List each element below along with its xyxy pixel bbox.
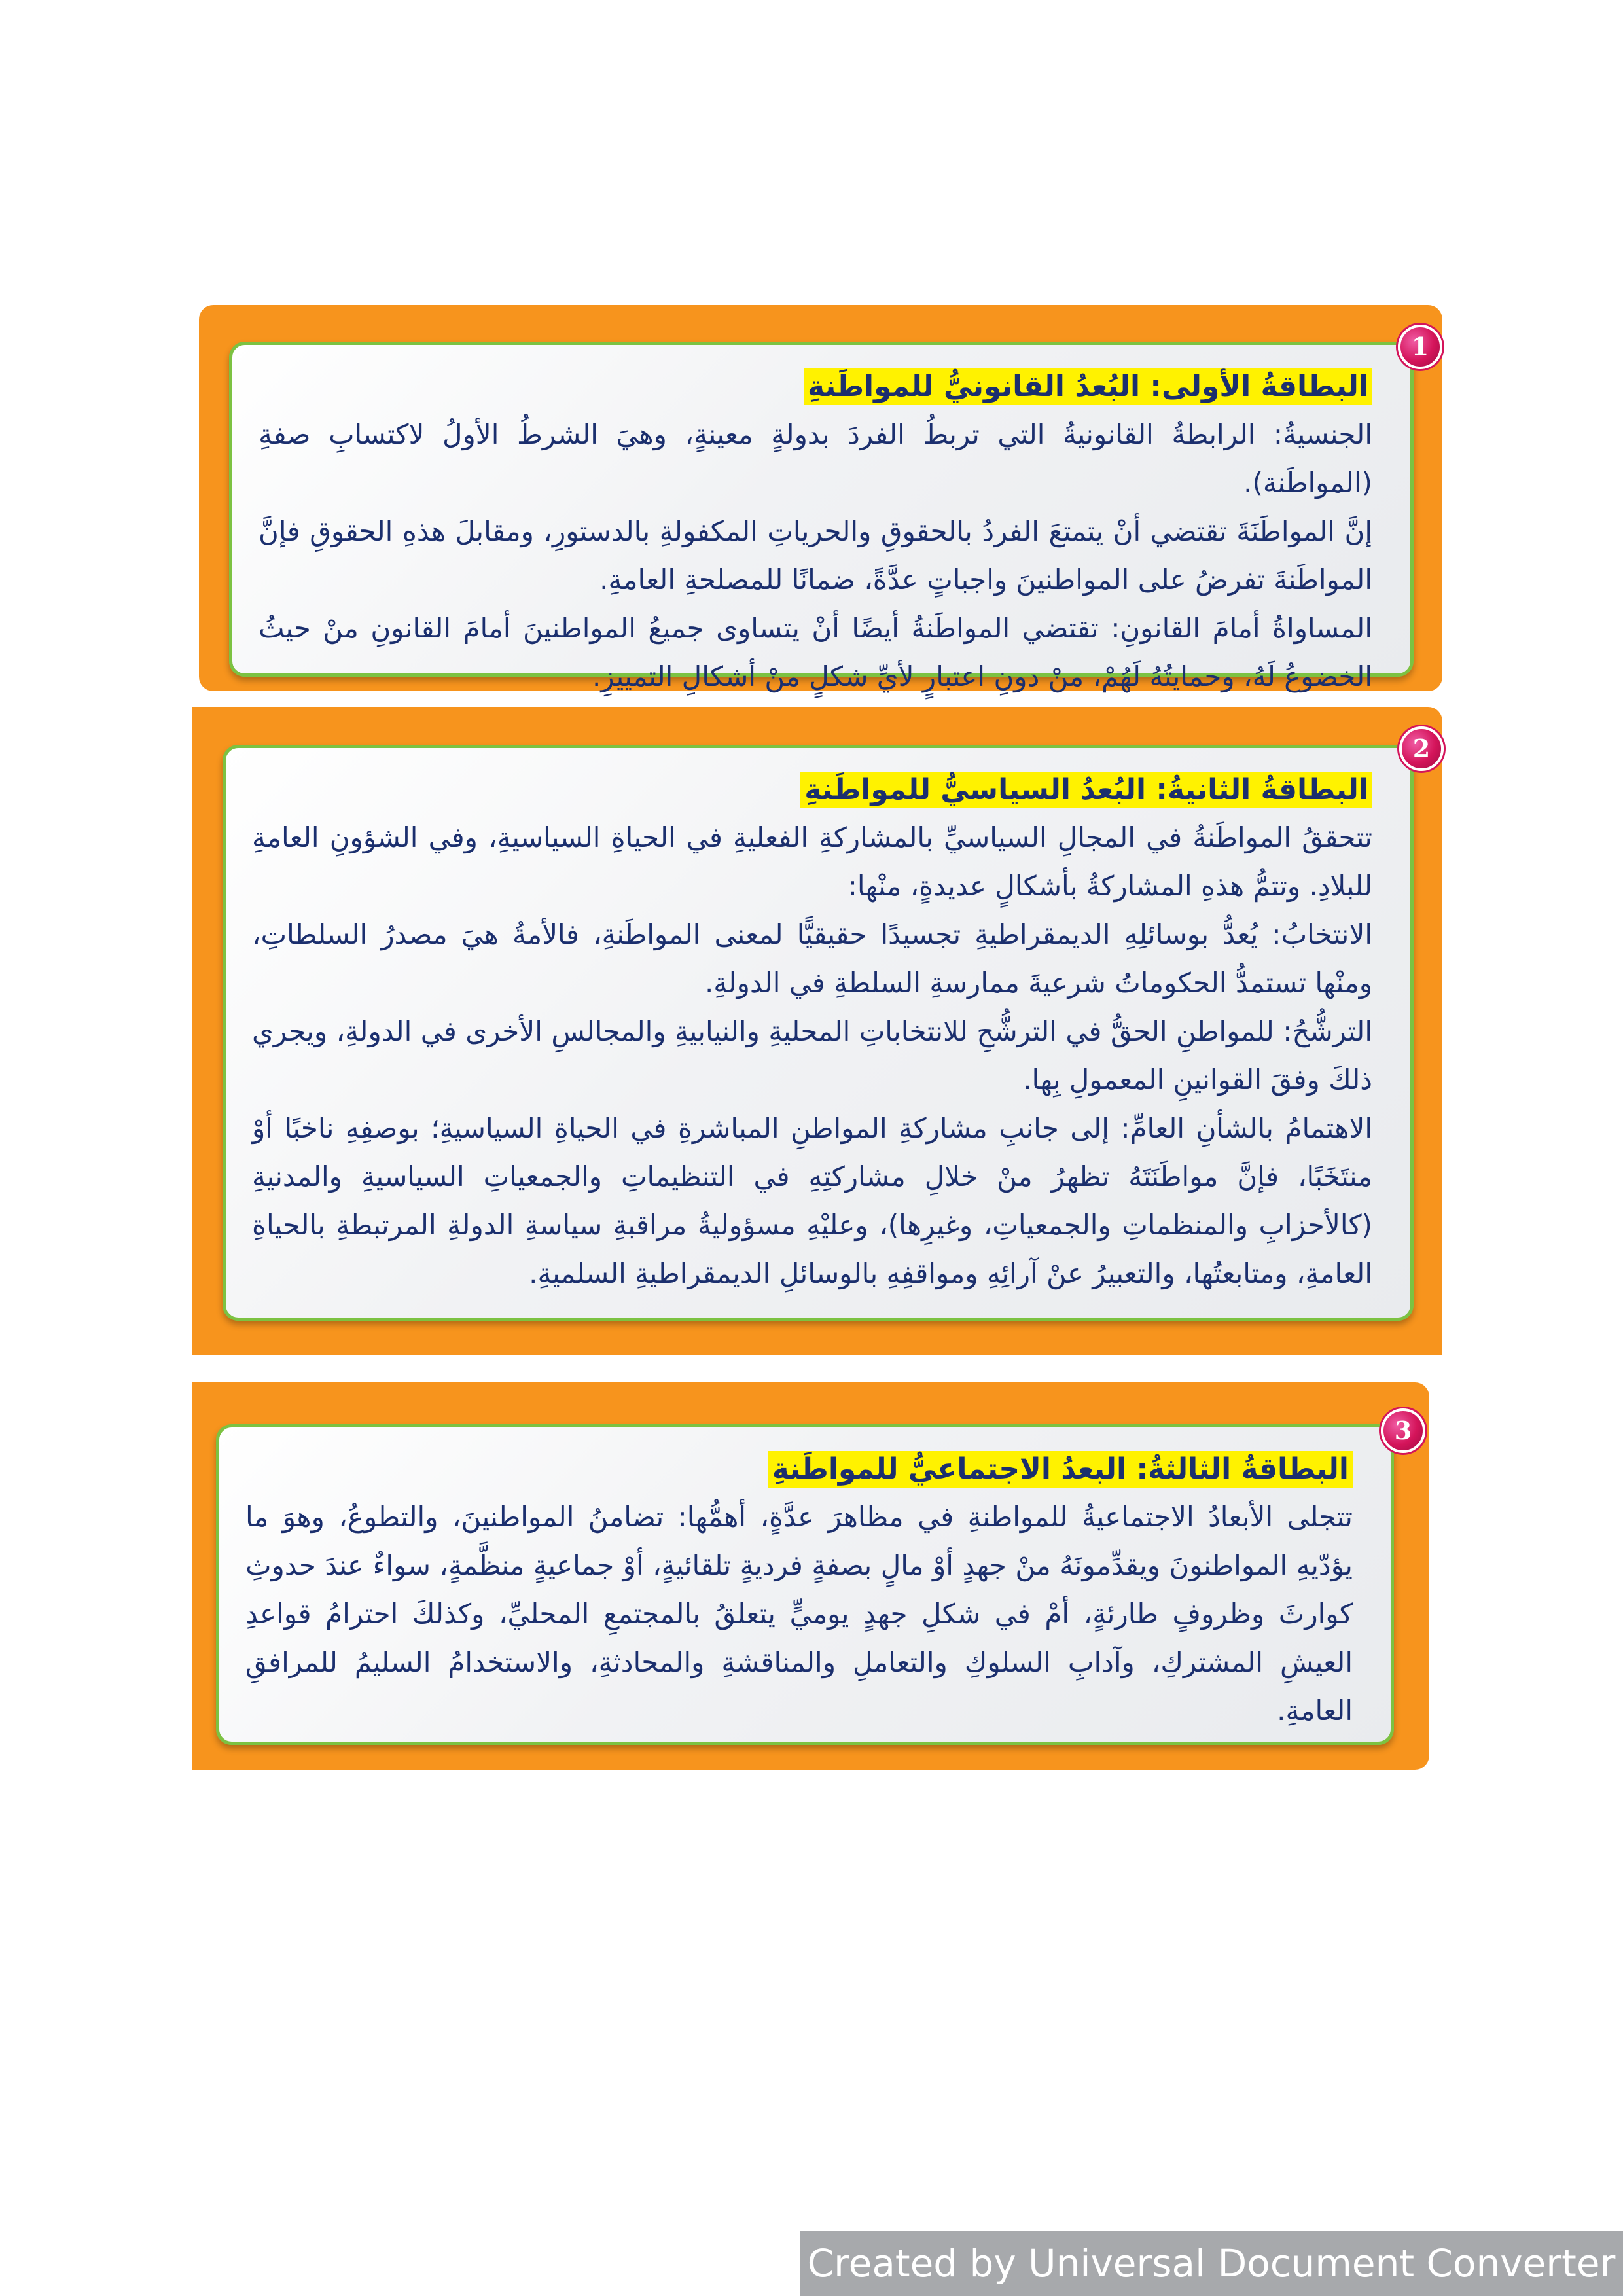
card-2-paragraph: تتحققُ المواطَنةُ في المجالِ السياسيِّ بالمشاركةِ الفعليةِ في الحياةِ السياسيةِ، وفي الشؤونِ العامةِ للبلادِ. وتتمُّ هذهِ المشاركةُ بأشكالٍ عديدةٍ، منْها: bbox=[252, 821, 1372, 902]
card-3 bbox=[216, 1424, 1394, 1745]
card-2-paragraph: الترشُّحُ: للمواطنِ الحقُّ في الترشُّحِ للانتخاباتِ المحليةِ والنيابيةِ والمجالسِ الأخرى في الدولةِ، ويجري ذلكَ وفقَ القوانينِ المعمولِ بِها. bbox=[252, 1015, 1372, 1096]
card-1 bbox=[229, 342, 1414, 692]
card-3-body bbox=[245, 1493, 1353, 1735]
card-2 bbox=[223, 745, 1414, 1321]
converter-watermark: Created by Universal Document Converter bbox=[800, 2231, 1623, 2296]
card-1-paragraph: المساواةُ أمامَ القانونِ: تقتضي المواطَنةُ أيضًا أنْ يتساوى جميعُ المواطنينَ أمامَ القانونِ منْ حيثُ الخضوعُ لَهُ، وحمايتُهُ لَهُمْ، منْ دونِ اعتبارٍ لأيِّ شكلٍ منْ أشكالِ التمييزِ. bbox=[259, 612, 1372, 692]
card-1-body bbox=[259, 410, 1372, 701]
card-2-paragraph: الانتخابُ: يُعدُّ بوسائلِهِ الديمقراطيةِ تجسيدًا حقيقيًّا لمعنى المواطَنةِ، فالأمةُ هيَ مصدرُ السلطاتِ، ومنْها تستمدُّ الحكوماتُ شرعيةَ ممارسةِ السلطةِ في الدولةِ. bbox=[252, 918, 1372, 999]
card-2-title: البطاقةُ الثانيةُ: البُعدُ السياسيُّ للمواطَنةِ bbox=[800, 772, 1372, 808]
card-2-number-badge: 2 bbox=[1399, 726, 1444, 771]
card-1-number-badge: 1 bbox=[1398, 325, 1442, 369]
card-1-paragraph: الجنسيةُ: الرابطةُ القانونيةُ التي تربطُ الفردَ بدولةٍ معينةٍ، وهيَ الشرطُ الأولُ لاكتسابِ صفةِ (المواطَنة). bbox=[259, 418, 1372, 499]
card-2-paragraph: الاهتمامُ بالشأنِ العامِّ: إلى جانبِ مشاركةِ المواطنِ المباشرةِ في الحياةِ السياسيةِ؛ بوصفِهِ ناخبًا أوْ منتَخَبًا، فإنَّ مواطَنَتَهُ تظهرُ منْ خلالِ مشاركتِهِ في التنظيماتِ والجمعياتِ السياسيةِ والمدنيةِ (كالأحزابِ والمنظماتِ والجمعياتِ، وغيرِها)، وعليْهِ مسؤوليةُ مراقبةِ سياسةِ الدولةِ المرتبطةِ بالحياةِ العامةِ، ومتابعتُها، والتعبيرُ عنْ آرائِهِ ومواقفِهِ بالوسائلِ الديمقراطيةِ السلميةِ. bbox=[252, 1112, 1372, 1289]
card-2-body bbox=[252, 814, 1372, 1298]
card-3-title: البطاقةُ الثالثةُ: البعدُ الاجتماعيُّ للمواطَنةِ bbox=[768, 1451, 1353, 1488]
card-1-title: البطاقةُ الأولى: البُعدُ القانونيُّ للمواطَنةِ bbox=[804, 368, 1372, 405]
card-3-paragraph: تتجلى الأبعادُ الاجتماعيةُ للمواطنةِ في مظاهرَ عدَّةٍ، أهمُّها: تضامنُ المواطنينَ، والتطوعُ، وهوَ ما يؤدّيهِ المواطنونَ ويقدِّمونَهُ منْ جهدٍ أوْ مالٍ بصفةٍ فرديةٍ تلقائيةٍ، أوْ جماعيةٍ منظَّمةٍ، سواءٌ عندَ حدوثِ كوارثَ وظروفٍ طارئةٍ، أمْ في شكلِ جهدٍ يوميٍّ يتعلقُ بالمجتمعِ المحليِّ، وكذلكَ احترامُ قواعدِ العيشِ المشتركِ، وآدابِ السلوكِ والتعاملِ والمناقشةِ والمحادثةِ، والاستخدامُ السليمُ للمرافقِ العامةِ. bbox=[245, 1501, 1353, 1727]
card-3-number-badge: 3 bbox=[1381, 1408, 1425, 1453]
card-1-paragraph: إنَّ المواطَنَةَ تقتضي أنْ يتمتعَ الفردُ بالحقوقِ والحرياتِ المكفولةِ بالدستورِ، ومقابلَ هذهِ الحقوقِ فإنَّ المواطَنةَ تفرضُ على المواطنينَ واجباتٍ عدَّةً، ضمانًا للمصلحةِ العامةِ. bbox=[259, 515, 1372, 596]
